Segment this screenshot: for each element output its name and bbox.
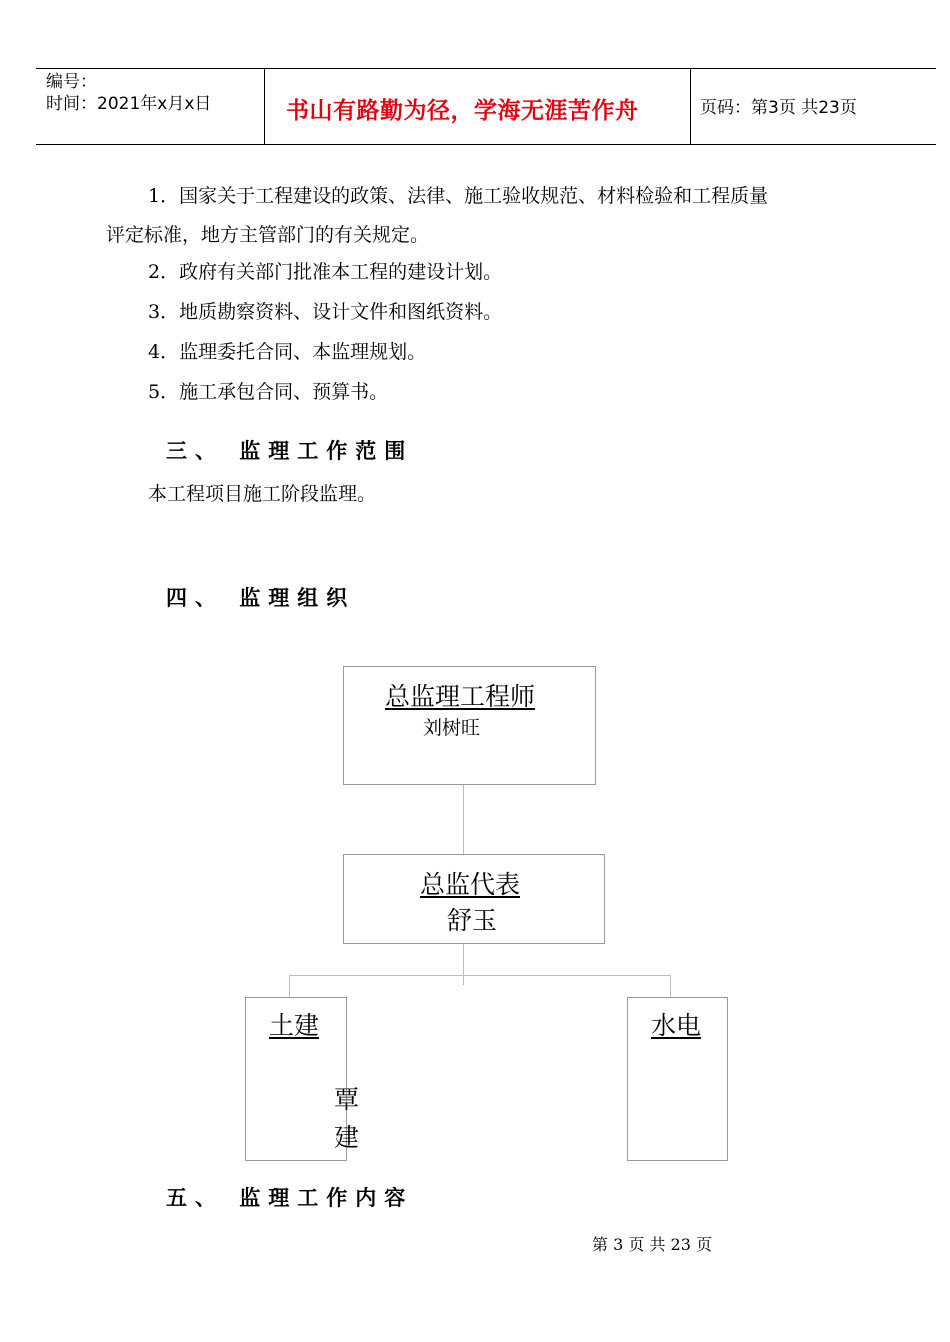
doc-date: 时间：2021年x月x日 [46, 94, 212, 114]
org-box-chief [343, 666, 596, 785]
chief-title: 总监理工程师 [385, 682, 536, 711]
basis-item-2: 2．政府有关部门批准本工程的建设计划。 [148, 261, 503, 283]
deputy-title: 总监代表 [420, 870, 521, 899]
connector-chief-deputy [463, 784, 464, 854]
civil-title: 土建 [269, 1011, 320, 1040]
header-motto: 书山有路勤为径，学海无涯苦作舟 [286, 98, 639, 124]
section-3-heading: 三、 监理工作范围 [166, 438, 414, 463]
connector-branch-horizontal [289, 975, 670, 976]
org-box-civil [245, 997, 360, 1161]
basis-item-4: 4．监理委托合同、本监理规划。 [148, 341, 427, 363]
deputy-name: 舒玉 [447, 906, 498, 935]
civil-name-line1: 覃 [334, 1085, 360, 1114]
basis-item-3: 3．地质勘察资料、设计文件和图纸资料。 [148, 301, 503, 323]
basis-item-1: 1．国家关于工程建设的政策、法律、施工验收规范、材料检验和工程质量 [148, 185, 769, 207]
header-divider-right [690, 68, 691, 145]
connector-branch-mep [670, 975, 671, 997]
page-footer: 第 3 页 共 23 页 [592, 1235, 712, 1254]
section-5-heading: 五、 监理工作内容 [166, 1185, 414, 1210]
org-box-mep [627, 997, 728, 1161]
header-top-rule [36, 68, 936, 69]
civil-name-line2: 建 [334, 1123, 360, 1152]
mep-title: 水电 [651, 1011, 702, 1040]
org-box-deputy [343, 854, 605, 944]
connector-deputy-branch [463, 943, 464, 985]
header-divider-left [264, 68, 265, 145]
chief-name: 刘树旺 [423, 717, 481, 739]
basis-item-5: 5．施工承包合同、预算书。 [148, 381, 389, 403]
section-4-heading: 四、 监理组织 [166, 585, 356, 610]
header-bottom-rule [36, 144, 936, 145]
section-3-text: 本工程项目施工阶段监理。 [148, 483, 377, 505]
basis-item-1-cont: 评定标准，地方主管部门的有关规定。 [106, 224, 430, 246]
header-page-info: 页码：第3页 共23页 [700, 98, 857, 118]
doc-number-label: 编号： [46, 72, 97, 92]
